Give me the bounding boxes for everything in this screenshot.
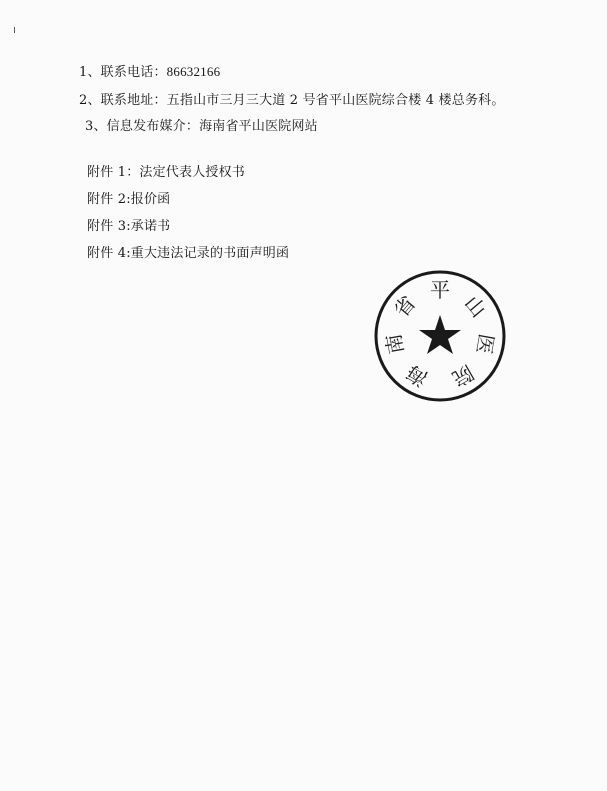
contact-phone-label: 1、联系电话：	[79, 65, 167, 80]
seal-char: 医	[471, 332, 499, 356]
star-icon	[419, 315, 461, 354]
seal-char: 院	[448, 360, 478, 392]
contact-phone-value: 86632166	[166, 64, 221, 79]
contact-media-label: 3、信息发布媒介：	[85, 119, 200, 134]
contact-address-line	[79, 93, 505, 109]
seal-char: 平	[430, 278, 450, 302]
contact-media-value: 海南省平山医院网站	[199, 119, 318, 134]
seal-char: 山	[459, 291, 491, 322]
contact-phone-line	[79, 64, 220, 81]
contact-media-line	[85, 119, 318, 135]
scan-mark	[14, 27, 15, 33]
attachment-4: 附件 4:重大违法记录的书面声明函	[87, 246, 290, 261]
seal-char: 海	[402, 360, 432, 392]
attachment-2: 附件 2:报价函	[87, 192, 171, 207]
hospital-seal	[373, 269, 507, 403]
attachment-3: 附件 3:承诺书	[87, 219, 171, 234]
attachment-1: 附件 1：法定代表人授权书	[87, 165, 246, 180]
contact-address-label: 2、联系地址：	[79, 93, 167, 108]
seal-char: 南	[381, 332, 409, 356]
seal-char: 省	[389, 291, 421, 322]
contact-address-value: 五指山市三月三大道 2 号省平山医院综合楼 4 楼总务科。	[166, 93, 505, 108]
